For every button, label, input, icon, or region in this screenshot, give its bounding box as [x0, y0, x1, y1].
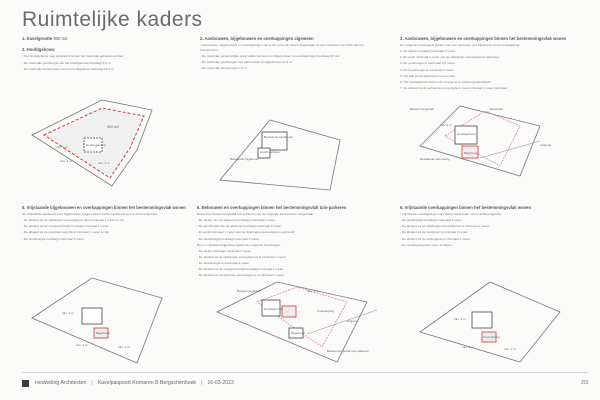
label: min. 3 m [440, 123, 452, 127]
panel-algemeen [200, 36, 380, 71]
footer-project: Kavelpaspoort Kornaren B Bergschenhoek [97, 380, 197, 386]
panel-title: 3. Aanbouwen, bijgebouwen en overkappingen binnen het bestemmingsvlak wonen [400, 36, 567, 41]
label: min. 1 m [504, 347, 516, 351]
label: Hoofdgebouw [264, 307, 283, 311]
panel-bullets: Binnen het bestemmingsvlak tuin-parkeren zijn de volgende bouwwerken toegestaan: - De diepte van het aanbouw bedraagt maximaal 3 meter. - De goothoogte van de aanbouw bedraagt maximaal 3 meter. - Er wordt minimaal 1 meter van de zijdelingse perceelsgrens gebouwd. - De bouwhoogte bedraagt maximaal 4 meter. Bij een vrijstaand bijgebouw gelden de volgende bouwregels: - De diepte bedraagt maximaal 3 meter. - De afstand tot de zijdelingse perceelsgrens is minimaal 1 meter. - De bouwhoogte is maximaal 4 meter. - De afstand tot de voorgevelrooilijn bedraagt minimaal 1 meter. - De afstand tot de achterste perceelsgrens is minimaal 1 meter. [197, 211, 315, 278]
footer-separator: | [91, 380, 93, 386]
panel-title: 6. Vrijstaande overkappingen binnen het bestemmingsvlak wonen [400, 205, 532, 210]
label: erfgrens [347, 319, 359, 323]
page-title: Ruimtelijke kaders [22, 8, 203, 31]
dim-label: min. 3 m [56, 145, 68, 149]
footer-date: 16-03-2023 [207, 380, 234, 386]
algemeen-diagram [200, 100, 380, 195]
label: erfgrens [540, 143, 552, 147]
label: Hoofdgebouw [457, 132, 476, 136]
panel-bullets: De vrijstaande aanbouwen en bijgebouwen mogen alleen worden gebouwd op het achtererfgebied. - De afstand tot de zijdelingse perceelsgrens dient minimaal 1 meter te zijn. - De afstand tot de voorgevelrooilijn bedraagt minimaal 1 meter. - De afstand tot de openbare weg dient minimaal 1 meter te zijn. - De bouwhoogte bedraagt maximaal 3 meter. [22, 211, 158, 241]
panel-vrijstaande-bijgebouwen [22, 205, 187, 241]
label: min. 1 m [118, 345, 130, 349]
logo-icon [22, 380, 29, 387]
panel-title: 1. Kavelgrootte 900 m2 [22, 36, 68, 41]
panel-bullets: - Vrijstaande overkappingen zijn alleen toegestaan op het achtererfgebied. - De bouwhoogte bedraagt maximaal 3 meter. - De afstand tot de zijdelingse perceelsgrens is minimaal 1 meter. - De afstand tot de voorgevel is minimaal 3 meter. - De afstand tot de achtergevel is minimaal 3 meter. - De overkapping dient open te blijven. [400, 211, 502, 247]
panel-tuin-parkeren [197, 205, 387, 278]
vrijstaande-diagram [22, 268, 187, 368]
panel-bullets: De volgende bouwregels gelden voor een aanbouw, een bijgebouw of een overkapping: 1. De diepte bedraagt maximaal 3 meter. 2. Er wordt minimaal 1 meter van de zijdelingse perceelsgrens gebouwd. 3. De goothoogte is maximaal 3,5 meter. 4. De bouwhoogte is maximaal 4 meter. 5. Het dak wordt afgewerkt met een kap. 6. Het hoofdgebouw dient in de voorgevel te worden gehandhaafd. 7. De afstand tot de achterste perceelsgrens moet minimaal 1 meter bedragen. [400, 42, 521, 90]
panel-title: 6. Bebouwen en overkappingen binnen het bestemmingsvlak tuin-parkeren [197, 205, 347, 210]
label: min. 1 m [462, 345, 474, 349]
panel-subtitle: 2. Hoofdgebouw [22, 47, 55, 53]
tuin-parkeren-diagram [197, 272, 387, 370]
main-label: Hoofd-gebouw [260, 150, 280, 154]
main-label: Hoofd-gebouw [86, 143, 106, 147]
kavel-diagram [22, 90, 182, 190]
out-label: Bestaande bijgebouw [230, 157, 259, 161]
label: Bijgebouw [291, 331, 305, 335]
label: min. 1 m [76, 343, 88, 347]
label: min. 3 m [62, 311, 74, 315]
label: min. 3 m [454, 317, 466, 321]
footer [22, 375, 588, 391]
footer-separator: | [201, 380, 203, 386]
label: Bestemmingsvlak tuin-parkeren [327, 349, 370, 353]
area-label: 900 m2 [107, 125, 119, 129]
panel-bullets: - Het hoofdgebouw mag uitsluitend binnen het bouwvlak gebouwd worden - De maximale goothoogte van het hoofdgebouw bedraagt 6,0 m - De maximale bouwhoogte van het hoofdgebouw bedraagt 10,0 m [22, 54, 124, 71]
label: Bestemmingsvlak [237, 289, 261, 293]
dim-label: min. 3 m [60, 159, 72, 163]
label: min. 1 m [307, 289, 319, 293]
panel-bestemmingsvlak-wonen [400, 36, 580, 91]
panel-kavelgrootte [22, 36, 182, 71]
label: Overkapping [483, 335, 501, 339]
panel-title: 2. Aanbouwen, bijgebouwen en overkappingen algemeen [200, 36, 314, 41]
panel-bullets: - Aanbouwen, bijgebouwen en overkappingen zijn in de vorm van kavels toegestaan tot een maximum van 40% van het bouwperceel. - De maximale gezamenlijke oppervlakte van aan- en bijgebouwen en overkappingen bedraagt 40 m2. - De maximale goothoogte voor aanbouwen en bijgebouwen is 3 m. - De maximale bouwhoogte is 5 m. [200, 42, 364, 71]
panel-title: 5. Vrijstaande bijgebouwen en overkappingen binnen het bestemmingsvlak wonen [22, 205, 186, 210]
dim-label: min. 3 m [98, 161, 110, 165]
box-label: Bestaande bijgebouw [264, 135, 293, 139]
label: Overkapping [317, 309, 335, 313]
footer-divider [22, 372, 588, 373]
label: Bouwvlak [490, 107, 503, 111]
label: Bijgebouw [464, 151, 478, 155]
page-number: 2/3 [581, 380, 588, 386]
panel-vrijstaande-overkappingen [400, 205, 580, 247]
label: Bestemmingsvlak [410, 107, 434, 111]
label: Bestaande bebouwing [420, 157, 450, 161]
bestemmingsvlak-diagram [400, 96, 580, 186]
footer-company: Houweling Architecten [35, 380, 87, 386]
overkappingen-diagram [400, 272, 580, 367]
label: Bijgebouw [96, 331, 110, 335]
